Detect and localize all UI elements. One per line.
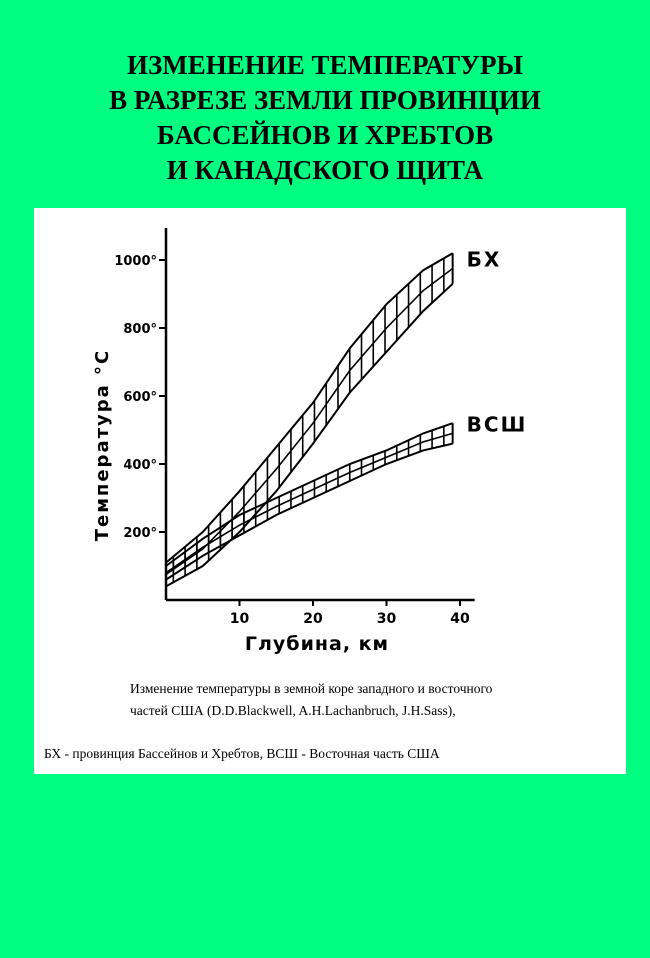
title-line-2: В РАЗРЕЗЕ ЗЕМЛИ ПРОВИНЦИИ bbox=[109, 85, 541, 115]
y-tick-label: 1000° bbox=[114, 254, 157, 269]
series-label: ВСШ bbox=[466, 412, 528, 437]
band-upper-edge bbox=[166, 253, 453, 562]
temperature-depth-chart bbox=[34, 208, 626, 668]
x-axis-title: Глубина, км bbox=[244, 633, 390, 655]
series-label: БХ bbox=[466, 247, 502, 272]
chart-labels bbox=[92, 248, 527, 656]
x-tick-label: 10 bbox=[229, 611, 250, 627]
title-line-3: БАССЕЙНОВ И ХРЕБТОВ bbox=[156, 120, 494, 150]
y-axis-title: Температура °C bbox=[92, 348, 113, 542]
x-tick-label: 30 bbox=[376, 611, 397, 627]
title-line-4: И КАНАДСКОГО ЩИТА bbox=[166, 155, 484, 185]
caption-line-1: Изменение температуры в земной коре западного и восточного bbox=[130, 681, 493, 696]
x-tick-label: 20 bbox=[303, 611, 323, 627]
figure-panel bbox=[34, 208, 626, 774]
y-tick-label: 800° bbox=[123, 322, 157, 337]
x-tick-label: 40 bbox=[450, 611, 470, 627]
caption-legend: БХ - провинция Бассейнов и Хребтов, ВСШ - Восточная часть США bbox=[44, 746, 440, 761]
page-title bbox=[0, 48, 650, 188]
y-tick-label: 200° bbox=[123, 526, 157, 541]
caption-line-2: частей США (D.D.Blackwell, A.H.Lachanbruch, J.H.Sass), bbox=[130, 703, 456, 718]
chart-bands bbox=[166, 253, 453, 586]
y-tick-label: 400° bbox=[123, 458, 157, 473]
y-tick-label: 600° bbox=[123, 390, 157, 405]
title-line-1: ИЗМЕНЕНИЕ ТЕМПЕРАТУРЫ bbox=[126, 50, 524, 80]
